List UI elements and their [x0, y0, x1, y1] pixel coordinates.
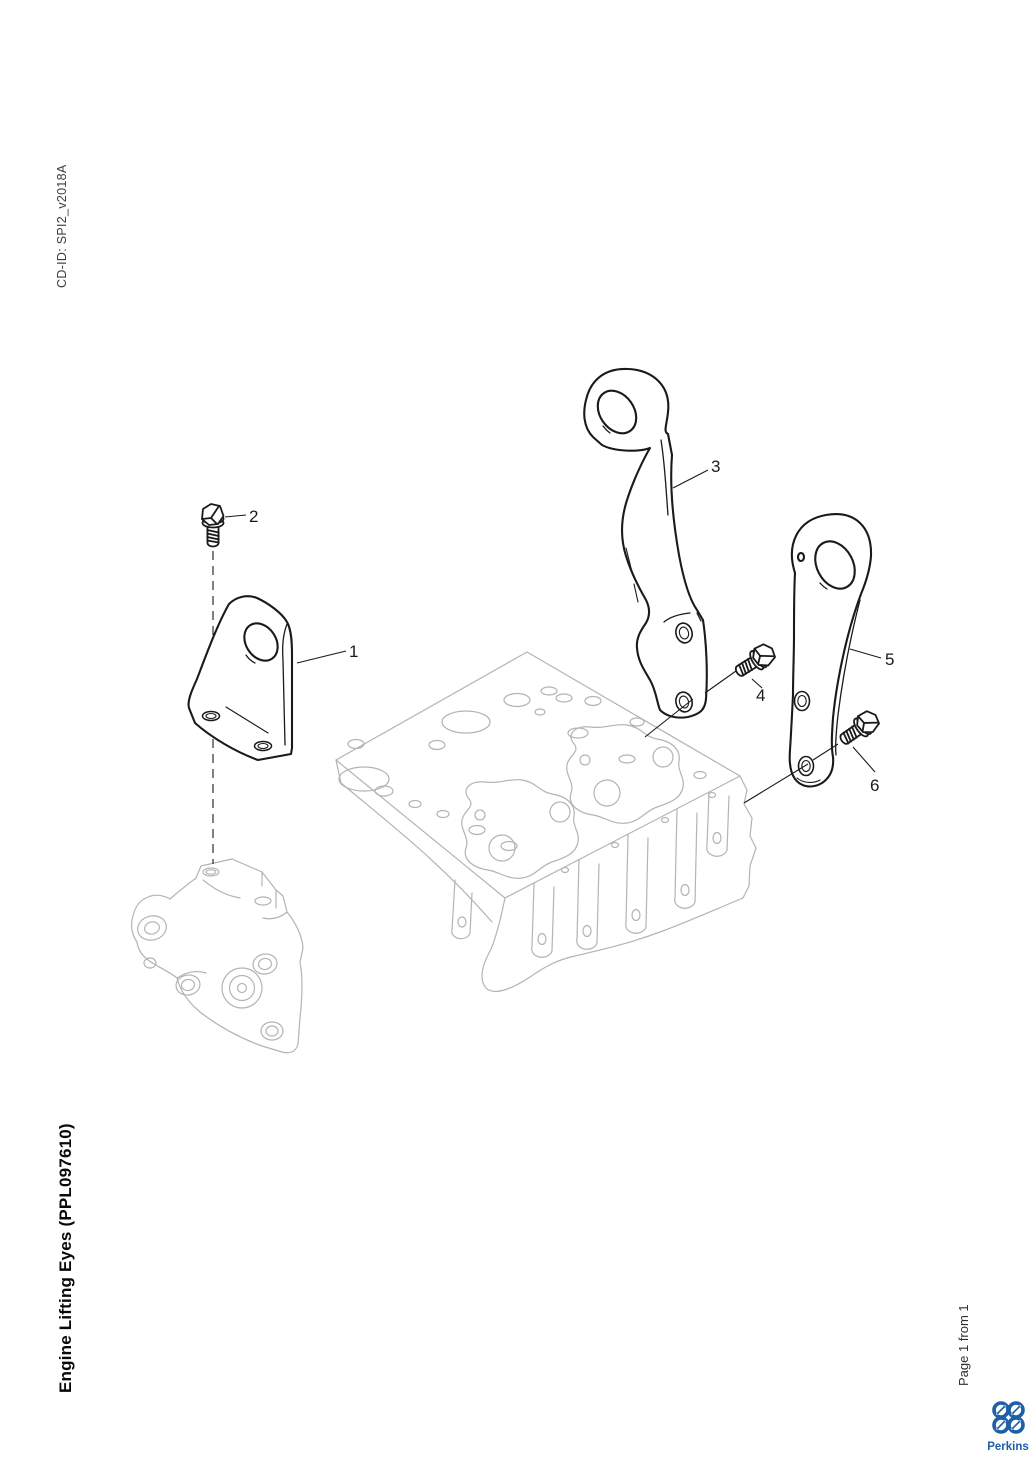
callout-4: 4: [756, 686, 766, 705]
perkins-logo: [984, 1400, 1032, 1453]
document-title: Engine Lifting Eyes (PPL097610): [56, 1123, 75, 1393]
part-5-lifting-eye-rear: [790, 514, 871, 786]
part-3-lifting-eye-long: [584, 369, 707, 718]
page-number-label: Page 1 from 1: [956, 1304, 971, 1386]
perkins-logo-icon: [989, 1400, 1027, 1436]
callout-3: 3: [711, 457, 721, 476]
front-housing: [132, 859, 303, 1053]
callout-5: 5: [885, 650, 895, 669]
perkins-logo-text: Perkins: [987, 1441, 1029, 1453]
callout-6: 6: [870, 776, 880, 795]
callout-1: 1: [349, 642, 359, 661]
part-6-flange-bolt: [836, 708, 883, 750]
cd-id-label: CD-ID: SPI2_v2018A: [55, 164, 69, 288]
part-1-lifting-eye-bracket: [189, 596, 292, 760]
callout-2: 2: [249, 507, 259, 526]
part-4-flange-bolt: [731, 641, 778, 682]
part-2-flange-bolt: [202, 504, 224, 547]
